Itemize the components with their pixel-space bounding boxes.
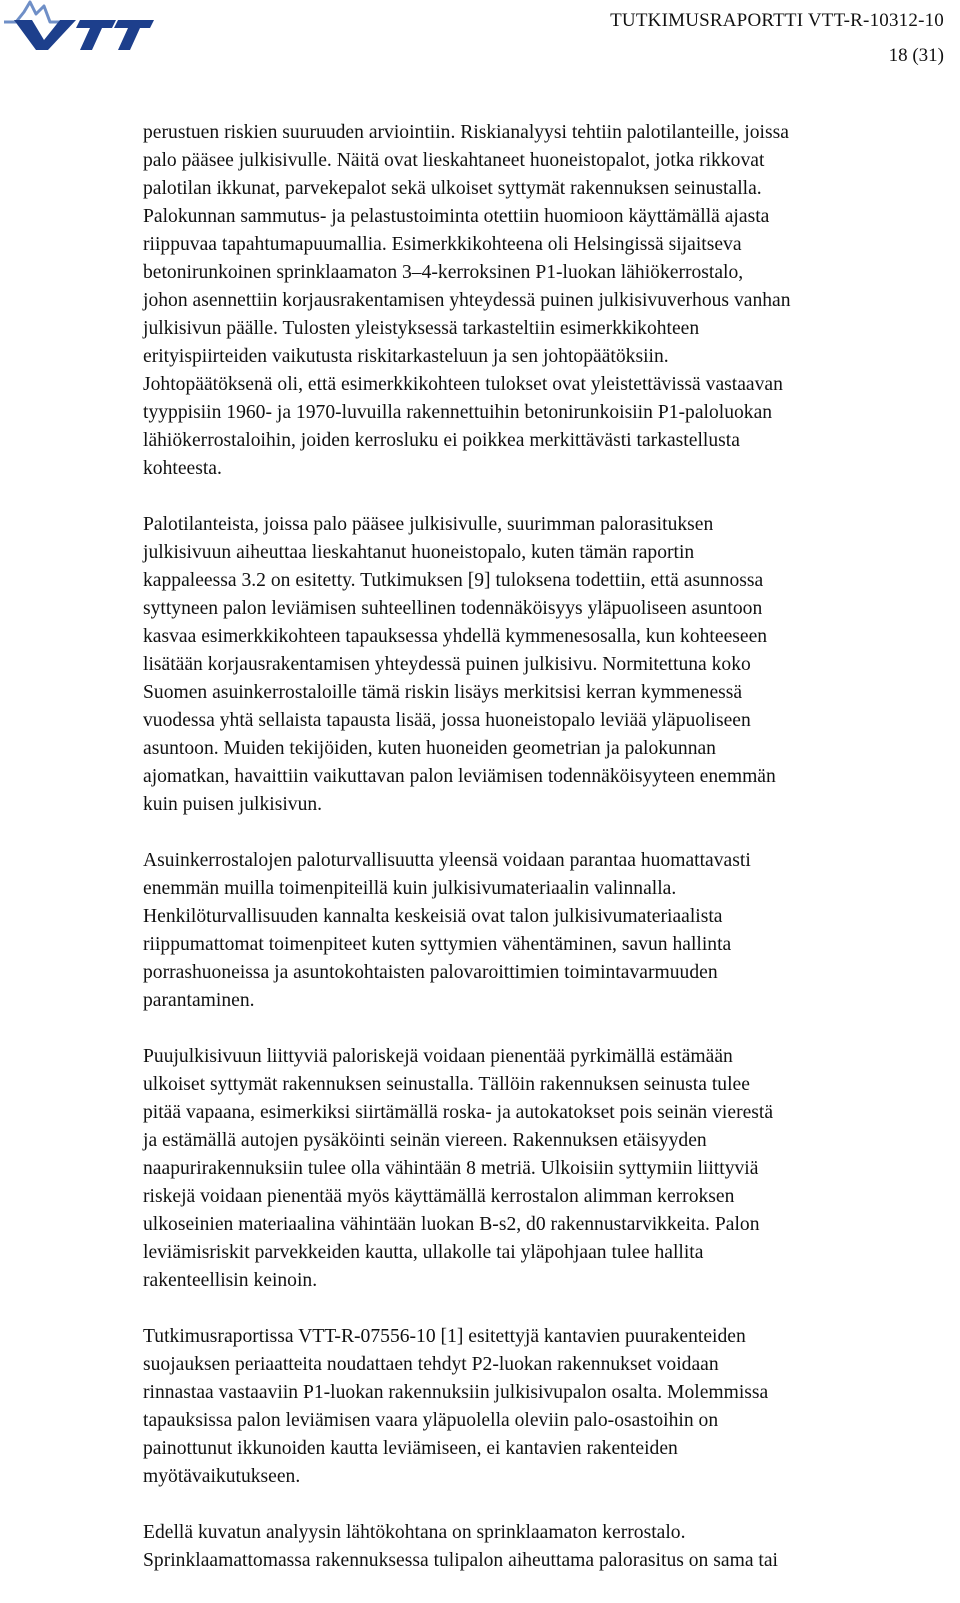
body-text <box>143 119 951 1603</box>
vtt-logo <box>4 0 156 58</box>
paragraph-4: Puujulkisivuun liittyviä paloriskejä voidaan pienentää pyrkimällä estämään ulkoiset syttymät rakennuksen seinustalla. Tällöin rakennuksen seinusta tulee pitää vapaana, esimerkiksi siirtämällä roska- ja autokatokset pois seinän vierestä ja estämällä autojen pysäköinti seinän viereen. Rakennuksen etäisyyden naapurirakennuksiin tulee olla vähintään 8 metriä. Ulkoisiin syttymiin liittyviä riskejä voidaan pienentää myös käyttämällä kerrostalon alimman kerroksen ulkoseinien materiaalina vähintään luokan B-s2, d0 rakennustarvikkeita. Palon leviämisriskit parvekkeiden kautta, ullakolle tai yläpohjaan tulee hallita rakenteellisin keinoin. <box>143 1046 774 1291</box>
paragraph-5: Tutkimusraportissa VTT-R-07556-10 [1] esitettyjä kantavien puurakenteiden suojauksen periaatteita noudattaen tehdyt P2-luokan rakennukset voidaan rinnastaa vastaaviin P1-luokan rakennuksiin julkisivupalon osalta. Molemmissa tapauksissa palon leviämisen vaara yläpuolella oleviin palo-osastoihin on painottunut ikkunoiden kautta leviämiseen, ei kantavien rakenteiden myötävaikutukseen. <box>143 1326 769 1487</box>
logo-letter-t1 <box>76 20 116 50</box>
paragraph-6: Edellä kuvatun analyysin lähtökohtana on sprinklaamaton kerrostalo. Sprinklaamattomassa rakennuksessa tulipalon aiheuttama palorasitus on sama tai <box>143 1522 778 1571</box>
logo-wave <box>4 2 64 22</box>
paragraph-1: perustuen riskien suuruuden arviointiin. Riskianalyysi tehtiin palotilanteille, joissa palo pääsee julkisivulle. Näitä ovat lieskahtaneet huoneistopalot, jotka rikkovat palotilan ikkunat, parvekepalot sekä ulkoiset syttymät rakennuksen seinustalla. Palokunnan sammutus- ja pelastustoiminta otettiin huomioon käyttämällä ajasta riippuvaa tapahtumapuumallia. Esimerkkikohteena oli Helsingissä sijaitseva betonirunkoinen sprinklaamaton 3–4-kerroksinen P1-luokan lähiökerrostalo, johon asennettiin korjausrakentamisen yhteydessä puinen julkisivuverhous vanhan julkisivun päälle. Tulosten yleistyksessä tarkasteltiin esimerkkikohteen erityispiirteiden vaikutusta riskitarkasteluun ja sen johtopäätöksiin. Johtopäätöksenä oli, että esimerkkikohteen tulokset ovat yleistettävissä vastaavan tyyppisiin 1960- ja 1970-luvuilla rakennettuihin betonirunkoisiin P1-paloluokan lähiökerrostaloihin, joiden kerrosluku ei poikkea merkittävästi tarkastellusta kohteesta. <box>143 122 791 479</box>
paragraph-2: Palotilanteista, joissa palo pääsee julkisivulle, suurimman palorasituksen julkisivuun aiheuttaa lieskahtanut huoneistopalo, kuten tämän raportin kappaleessa 3.2 on esitetty. Tutkimuksen [9] tuloksena todettiin, että asunnossa syttyneen palon leviämisen suhteellinen todennäköisyys yläpuoliseen asuntoon kasvaa esimerkkikohteen tapauksessa yhdellä kymmenesosalla, kun kohteeseen lisätään korjausrakentamisen yhteydessä puinen julkisivu. Normitettuna koko Suomen asuinkerrostaloille tämä riskin lisäys merkitsisi kerran kymmenessä vuodessa yhtä sellaista tapausta lisää, jossa huoneistopalo leviää yläpuoliseen asuntoon. Muiden tekijöiden, kuten huoneiden geometrian ja palokunnan ajomatkan, havaittiin vaikuttavan palon leviämisen todennäköisyyteen enemmän kuin puisen julkisivun. <box>143 514 776 815</box>
logo-letter-t2 <box>114 20 154 50</box>
report-id: TUTKIMUSRAPORTTI VTT-R-10312-10 <box>610 10 944 31</box>
paragraph-3: Asuinkerrostalojen paloturvallisuutta yleensä voidaan parantaa huomattavasti enemmän muilla toimenpiteillä kuin julkisivumateriaalin valinnalla. Henkilöturvallisuuden kannalta keskeisiä ovat talon julkisivumateriaalista riippumattomat toimenpiteet kuten syttymien vähentäminen, savun hallinta porrashuoneissa ja asuntokohtaisten palovaroittimien toimintavarmuuden parantaminen. <box>143 850 751 1011</box>
page-number: 18 (31) <box>888 45 944 66</box>
logo-letter-v <box>14 20 76 50</box>
